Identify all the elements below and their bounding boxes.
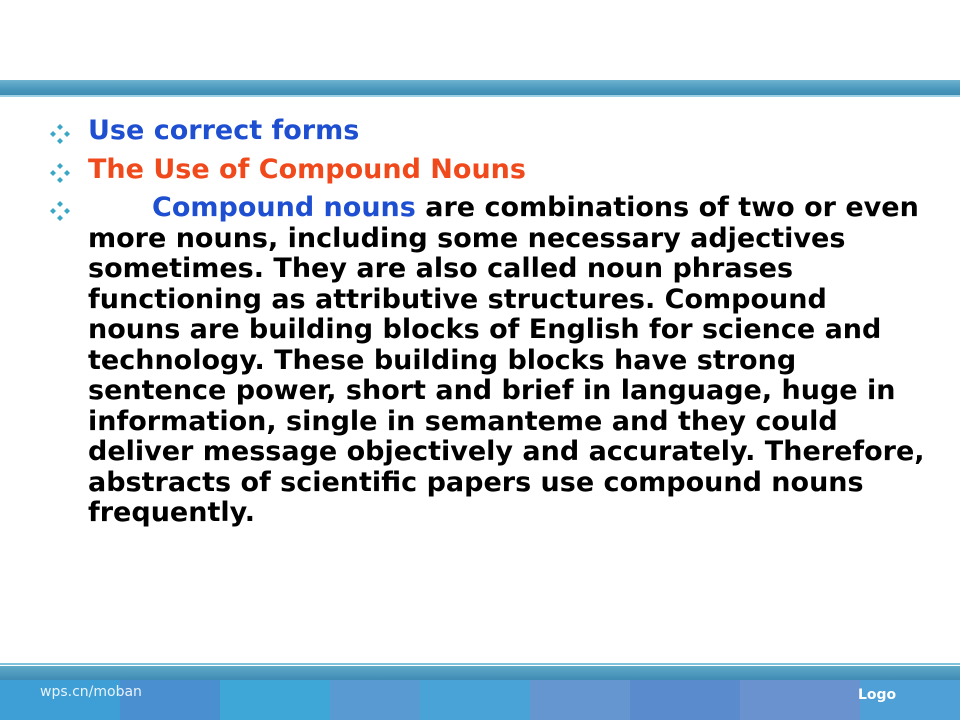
footer-tile: [420, 680, 530, 720]
bullet-text: Use correct forms: [88, 115, 360, 146]
footer-bar: [0, 666, 960, 680]
footer-url: wps.cn/moban: [40, 684, 142, 700]
slide-content: [48, 116, 928, 529]
bullet-text: The Use of Compound Nouns: [88, 153, 526, 185]
footer-tile: [220, 680, 330, 720]
bullet-item: [48, 193, 928, 529]
diamond-dots-icon: [48, 161, 72, 185]
bullet-item: [48, 155, 928, 186]
highlighted-term: Compound nouns: [152, 192, 416, 223]
bullet-item: [48, 116, 928, 147]
footer-tile: [740, 680, 860, 720]
paragraph-text: are combinations of two or even more nouns, including some necessary adjectives sometimes. They are also called noun phrases functioning as attributive structures. Compound nouns are building blocks of English for science and technology. These building blocks have strong sentence power, short and brief in language, huge in information, single in semanteme and they could deliver message objectively and accurately. Therefore, abstracts of scientific papers use compound nouns frequently.: [88, 192, 925, 528]
logo-text: Logo: [858, 687, 897, 703]
footer-tile: [330, 680, 420, 720]
footer-tile-strip: [0, 680, 960, 720]
diamond-dots-icon: [48, 122, 72, 146]
footer-tile: [630, 680, 740, 720]
footer-tile: [530, 680, 630, 720]
header-bar: [0, 80, 960, 96]
footer-divider: [0, 663, 960, 665]
diamond-dots-icon: [48, 199, 72, 223]
